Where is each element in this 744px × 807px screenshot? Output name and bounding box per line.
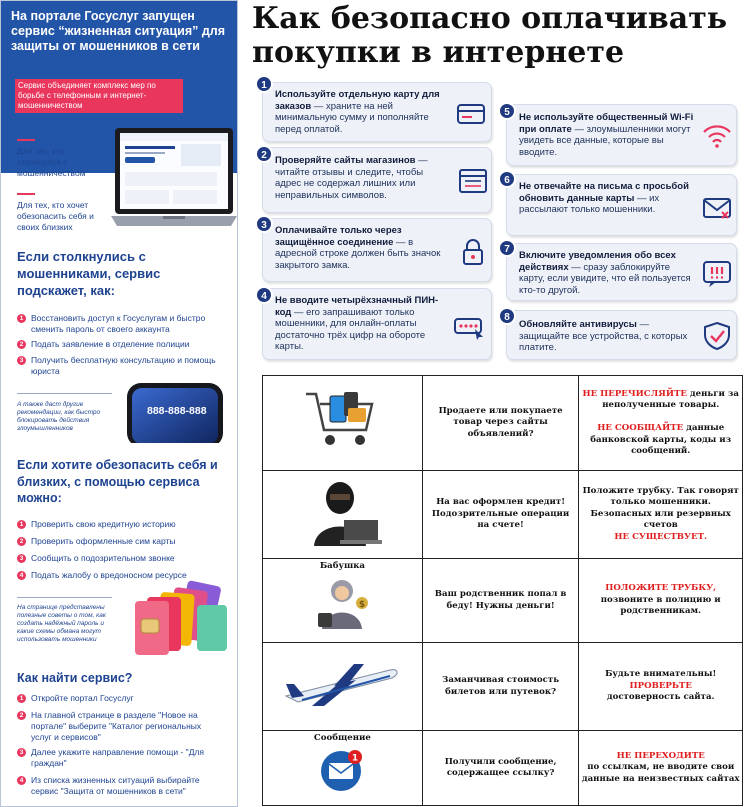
scam-cell: Ваш родственник попал в беду! Нужны деньги!	[422, 559, 579, 643]
advice-cell: НЕ ПЕРЕЧИСЛЯЙТЕ деньги за неполученные товары. НЕ СООБЩАЙТЕ данные банковской карты, коды из сообщений.	[579, 376, 743, 471]
section1-title: Если столкнулись с мошенниками, сервис подскажет, как:	[17, 249, 161, 298]
image-cell	[263, 643, 423, 731]
image-cell	[263, 559, 423, 643]
wifi-icon	[701, 121, 733, 151]
message-icon	[317, 745, 367, 795]
tip-card: Не используйте общественный Wi-Fi при оплате — злоумышленники могут увидеть все данные, которые вы вводите.	[506, 104, 737, 166]
svg-text:1: 1	[352, 753, 359, 763]
tip-card: Включите уведомления обо всех действиях — сразу заблокируйте карту, если увидите, что ей пользуется кто-то другой.	[506, 243, 737, 301]
grandma-icon	[310, 573, 374, 631]
divider	[17, 193, 35, 195]
image-cell	[263, 471, 423, 559]
sim-cards-illustration	[127, 579, 231, 657]
mail-icon	[701, 193, 733, 223]
hacker-icon	[302, 476, 382, 548]
audience-text-2: Для тех, кто хочет обезопасить себя и своих близких	[17, 200, 94, 232]
shield-icon	[701, 321, 733, 351]
browser-icon	[457, 166, 489, 196]
tip-number: 1	[255, 75, 273, 93]
list-item: 1 Откройте портал Госуслуг	[17, 693, 222, 704]
image-cell	[263, 731, 423, 806]
tip-number: 2	[255, 145, 273, 163]
svg-text:$: $	[359, 599, 366, 610]
scam-cell: Заманчивая стоимость билетов или путевок?	[422, 643, 579, 731]
tip-number: 4	[255, 286, 273, 304]
hero-title: На портале Госуслуг запущен сервис “жизненная ситуация” для защиты от мошенников в сети	[11, 9, 226, 53]
note-2: На странице представлены полезные советы о том, как создать надёжный пароль и какие схемы обмана могут использовать мошенники	[17, 604, 106, 643]
pin-icon	[453, 311, 485, 341]
divider	[17, 393, 112, 394]
scam-cell: Продаете или покупаете товар через сайты объявлений?	[422, 376, 579, 471]
list-item: 3 Сообщить о подозрительном звонке	[17, 553, 222, 564]
scam-cell: На вас оформлен кредит! Подозрительные операции на счете!	[422, 471, 579, 559]
card-icon	[455, 99, 487, 129]
tip-number: 6	[498, 170, 516, 188]
divider	[17, 139, 35, 141]
list-item: 2 На главной странице в разделе "Новое на портале" выберите "Каталог региональных услуг и сервисов"	[17, 710, 222, 743]
advice-cell: Положите трубку. Так говорят только мошенники. Безопасных или резервных счетов НЕ СУЩЕСТВУЕТ.	[579, 471, 743, 559]
table-row	[263, 559, 743, 643]
laptop-illustration	[111, 126, 237, 248]
tip-number: 8	[498, 307, 516, 325]
alert-icon	[701, 258, 733, 288]
tip-card: Не вводите четырёхзначный ПИН-код — его запрашивают только мошенники, для онлайн-оплаты достаточно трёх цифр на обороте карты.	[262, 288, 492, 360]
image-cell	[263, 376, 423, 471]
tip-card: Оплачивайте только через защищённое соединение — в адресной строке должен быть значок закрытого замка.	[262, 218, 492, 282]
tip-card: Используйте отдельную карту для заказов — храните на ней минимальную сумму и пополняйте перед оплатой.	[262, 82, 492, 142]
shopping-cart-icon	[302, 386, 382, 456]
page-title: Как безопасно оплачивать покупки в интернете	[252, 1, 728, 70]
list-item: 2 Подать заявление в отделение полиции	[17, 339, 222, 350]
advice-cell: ПОЛОЖИТЕ ТРУБКУ, позвоните в полицию и родственникам.	[579, 559, 743, 643]
advice-cell: Будьте внимательны! ПРОВЕРЬТЕ достоверность сайта.	[579, 643, 743, 731]
tip-card: Обновляйте антивирусы — защищайте все устройства, с которых платите.	[506, 310, 737, 360]
lock-icon	[457, 237, 489, 267]
section3-title: Как найти сервис?	[17, 671, 133, 685]
list-item: 4 Подать жалобу о вредоносном ресурсе	[17, 570, 222, 581]
scam-cell: Получили сообщение, содержащее ссылку?	[422, 731, 579, 806]
table-row	[263, 471, 743, 559]
tip-card: Не отвечайте на письма с просьбой обновить данные карты — их рассылают только мошенники.	[506, 174, 737, 236]
row-label: Бабушка	[319, 561, 365, 571]
tip-number: 3	[255, 215, 273, 233]
gosuslugi-leaflet	[0, 0, 238, 807]
divider	[17, 597, 112, 598]
hero-tag: Сервис объединяет комплекс мер по борьбе с телефонным и интернет-мошенничеством	[15, 79, 183, 113]
scam-table	[262, 375, 743, 806]
list-item: 4 Из списка жизненных ситуаций выбирайте сервис "Защита от мошенников в сети"	[17, 775, 222, 797]
table-row	[263, 376, 743, 471]
note-1: А также даст другие рекомендации, как быстро блокировать действия злоумышленников	[17, 401, 101, 432]
row-label: Сообщение	[313, 733, 371, 743]
tip-number: 5	[498, 102, 516, 120]
list-item: 2 Проверить оформленные сим карты	[17, 536, 222, 547]
list-item: 1 Восстановить доступ к Госуслугам и быстро сменить пароль от своего аккаунта	[17, 313, 222, 335]
tip-card: Проверяйте сайты магазинов — читайте отзывы и следите, чтобы адрес не содержал лишних или неправильных символов.	[262, 147, 492, 213]
advice-cell: НЕ ПЕРЕХОДИТЕ по ссылкам, не вводите свои данные на неизвестных сайтах	[579, 731, 743, 806]
audience-text-1: Для тех, кто столкнулся с мошенничеством	[17, 146, 86, 178]
table-row	[263, 643, 743, 731]
list-item: 3 Далее укажите направление помощи - "Для граждан"	[17, 747, 222, 769]
airplane-icon	[282, 656, 402, 712]
list-item: 1 Проверить свою кредитную историю	[17, 519, 222, 530]
phone-illustration	[125, 381, 225, 443]
section2-title: Если хотите обезопасить себя и близких, с помощью сервиса можно:	[17, 458, 218, 505]
list-item: 3 Получить бесплатную консультацию и помощь юриста	[17, 355, 222, 377]
table-row	[263, 731, 743, 806]
phone-number: 888-888-888	[147, 405, 207, 417]
tip-number: 7	[498, 239, 516, 257]
